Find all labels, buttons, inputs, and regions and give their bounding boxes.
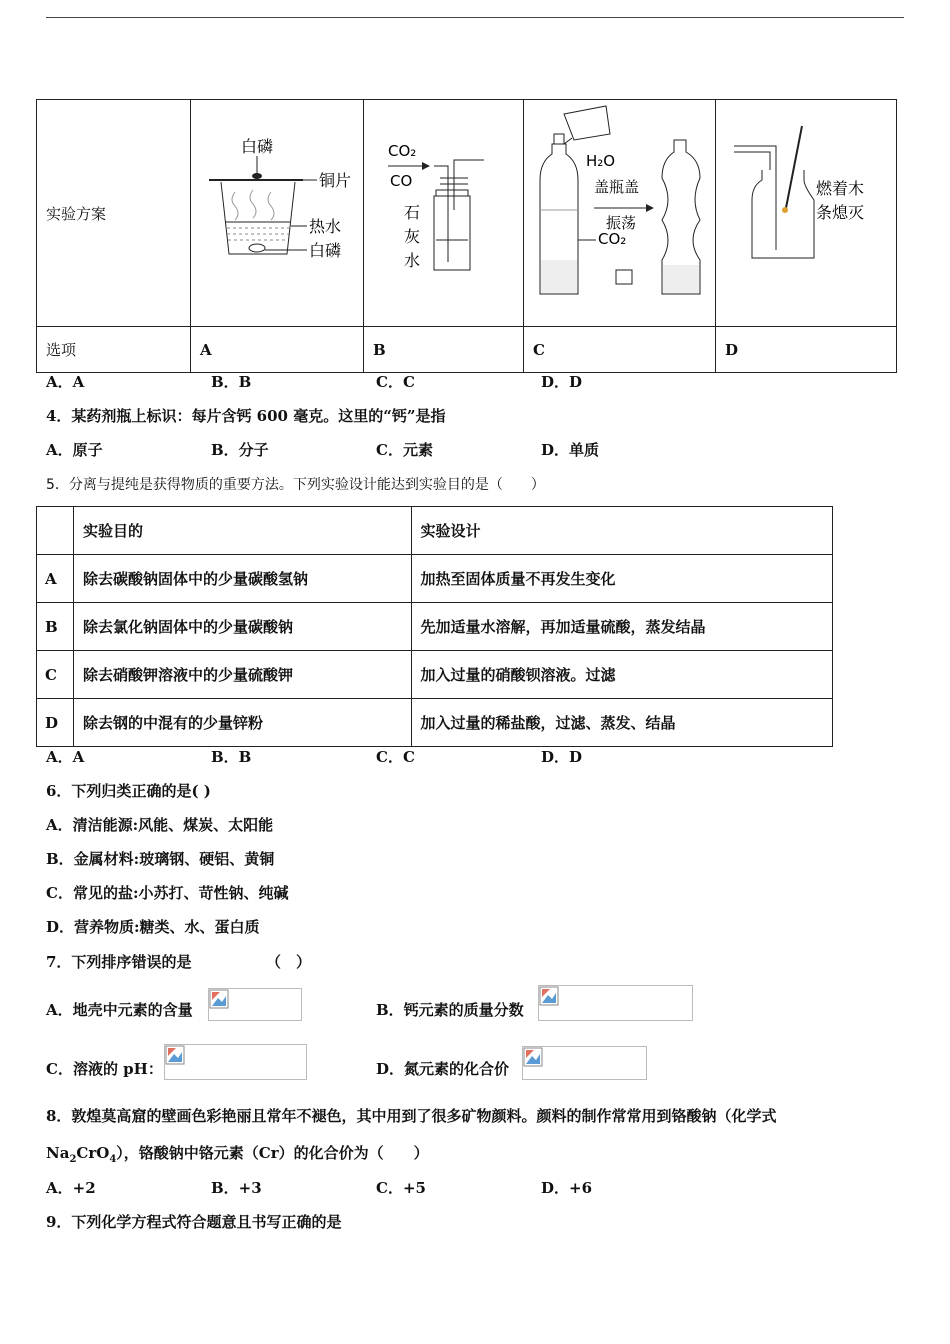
q5-row-key: C [37, 651, 74, 699]
fig-b-label-1: 石 [404, 203, 421, 222]
q5-row-key: D [37, 699, 74, 747]
q5-row-design: 先加适量水溶解，再加适量硫酸，蒸发结晶 [411, 603, 832, 651]
q7-stem: 7．下列排序错误的是 [46, 953, 192, 971]
wooden-splint [786, 126, 802, 208]
fig-a-label-water: 热水 [309, 217, 342, 236]
q3-experiment-table [36, 99, 897, 373]
q3-row2-label: 选项 [37, 327, 191, 373]
q5-row-purpose: 除去硝酸钾溶液中的少量硫酸钾 [73, 651, 411, 699]
q8-formula-na-sub: 2 [69, 1154, 77, 1165]
header-rule [46, 17, 904, 18]
q3-figure-c [524, 100, 716, 327]
table-row [37, 603, 833, 651]
q5-row-purpose: 除去钢的中混有的少量锌粉 [73, 699, 411, 747]
q7-paren: （ ） [266, 953, 312, 971]
q7-option-c: C．溶液的 pH： [46, 1060, 163, 1078]
q6-option-d: D．营养物质:糖类、水、蛋白质 [46, 918, 260, 936]
q4-option-d: D．单质 [541, 441, 600, 459]
q3-option-b: B．B [211, 373, 252, 391]
fig-c-label-cap: 盖瓶盖 [594, 178, 640, 196]
limewater-bottle-diagram [364, 100, 523, 322]
q3-figure-d [716, 100, 897, 327]
q5-row-design: 加入过量的稀盐酸，过滤、蒸发、结晶 [411, 699, 832, 747]
q8-formula-na: Na [46, 1144, 70, 1162]
table-row [37, 651, 833, 699]
fig-c-label-h2o: H₂O [586, 152, 616, 170]
q6-stem: 6．下列归类正确的是( ) [46, 782, 211, 800]
fig-a-label-copper: 铜片 [319, 171, 352, 190]
q5-row-key: B [37, 603, 74, 651]
q4-stem: 4．某药剂瓶上标识：每片含钙 600 毫克。这里的“钙”是指 [46, 407, 446, 425]
q8-option-a: A．+2 [46, 1179, 96, 1197]
q8-stem-rest: ），铬酸钠中铬元素（Cr）的化合价为（ ） [116, 1144, 429, 1162]
q8-option-b: B．+3 [211, 1179, 262, 1197]
phosphorus-burning-diagram [191, 100, 363, 322]
q5-header-design: 实验设计 [411, 507, 832, 555]
q6-option-a: A．清洁能源:风能、煤炭、太阳能 [46, 816, 274, 834]
fig-b-label-2: 灰 [404, 227, 421, 246]
q6-option-b: B．金属材料:玻璃钢、硬铝、黄铜 [46, 850, 275, 868]
q8-formula-cr: CrO [76, 1144, 110, 1162]
broken-image-icon [164, 1044, 307, 1080]
q3-option-d: D．D [541, 373, 583, 391]
q5-option-b: B．B [211, 748, 252, 766]
q3-option-c: C．C [376, 373, 415, 391]
q4-option-c: C．元素 [376, 441, 433, 459]
white-phosphorus-dot [252, 173, 262, 179]
q3-figure-b [364, 100, 524, 327]
q8-formula-cr-sub: 4 [109, 1154, 117, 1165]
fig-b-label-3: 水 [404, 251, 421, 270]
q8-option-c: C．+5 [376, 1179, 426, 1197]
q6-option-c: C．常见的盐:小苏打、苛性钠、纯碱 [46, 884, 289, 902]
fig-a-label-top: 白磷 [241, 137, 274, 156]
q5-row-purpose: 除去氯化钠固体中的少量碳酸钠 [73, 603, 411, 651]
q5-header-purpose: 实验目的 [73, 507, 411, 555]
table-row [37, 555, 833, 603]
q7-option-a: A．地壳中元素的含量 [46, 1001, 193, 1019]
q4-option-a: A．原子 [46, 441, 103, 459]
q5-row-design: 加入过量的硝酸钡溶液。过滤 [411, 651, 832, 699]
q5-row-key: A [37, 555, 74, 603]
q3-figure-a [191, 100, 364, 327]
q3-option-a: A．A [46, 373, 85, 391]
q5-table [36, 506, 833, 747]
burning-splint-diagram [716, 100, 896, 322]
fig-c-label-shake: 振荡 [606, 214, 637, 232]
fig-b-label-co: CO [390, 172, 413, 190]
q5-header-blank [37, 507, 74, 555]
q3-col-b: B [364, 327, 524, 373]
q7-option-b: B．钙元素的质量分数 [376, 1001, 524, 1019]
q7-option-d: D．氮元素的化合价 [376, 1060, 510, 1078]
q3-col-d: D [716, 327, 897, 373]
fig-d-label-2: 条熄灭 [816, 203, 865, 222]
fig-a-label-bottom: 白磷 [309, 241, 342, 260]
q5-stem: 5．分离与提纯是获得物质的重要方法。下列实验设计能达到实验目的是（ ） [46, 477, 545, 493]
q3-row1-label: 实验方案 [37, 100, 191, 327]
table-row [37, 699, 833, 747]
fig-c-label-co2: CO₂ [598, 230, 627, 248]
q5-row-purpose: 除去碳酸钠固体中的少量碳酸氢钠 [73, 555, 411, 603]
q4-option-b: B．分子 [211, 441, 269, 459]
broken-image-icon [538, 985, 693, 1021]
ember-icon [782, 207, 788, 213]
fig-d-label-1: 燃着木 [816, 179, 865, 198]
broken-image-icon [208, 988, 302, 1021]
q5-option-d: D．D [541, 748, 583, 766]
q8-stem-line2 [46, 1143, 429, 1170]
co2-bottle-diagram [524, 100, 715, 322]
q8-stem-line1: 8．敦煌莫高窟的壁画色彩艳丽且常年不褪色，其中用到了很多矿物颜料。颜料的制作常常用到铬酸钠（化学式 [46, 1107, 777, 1125]
q9-stem: 9．下列化学方程式符合题意且书写正确的是 [46, 1213, 342, 1231]
q5-option-c: C．C [376, 748, 415, 766]
fig-b-label-co2: CO₂ [388, 142, 417, 160]
q5-option-a: A．A [46, 748, 85, 766]
q5-row-design: 加热至固体质量不再发生变化 [411, 555, 832, 603]
q3-col-a: A [191, 327, 364, 373]
q3-col-c: C [524, 327, 716, 373]
q8-option-d: D．+6 [541, 1179, 593, 1197]
broken-image-icon [522, 1046, 647, 1080]
